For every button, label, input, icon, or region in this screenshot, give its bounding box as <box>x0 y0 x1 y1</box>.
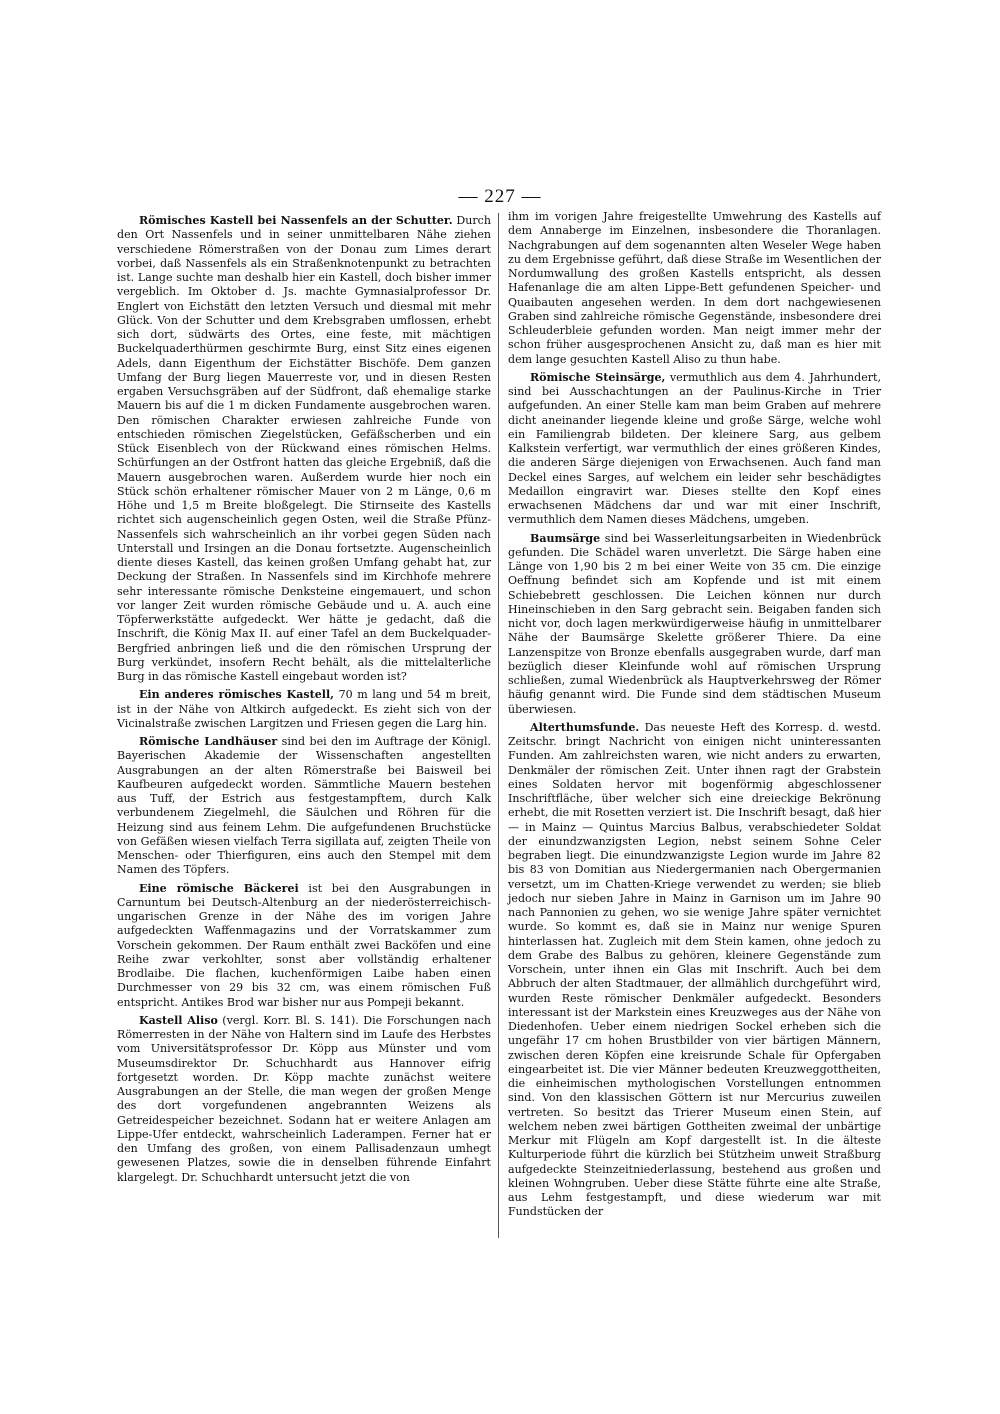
article-heading: Ein anderes römisches Kastell, <box>139 688 335 702</box>
article-heading: Baumsärge <box>530 531 601 545</box>
article-landhaeuser <box>117 735 491 878</box>
article-body: (vergl. Korr. Bl. S. 141). Die Forschungen nach Römerresten in der Nähe von Haltern sind im Laufe des Herbstes vom Universitätsprofessor Dr. Köpp aus Münster und vom Museumsdirektor Dr. Schuchhardt aus Hannover eifrig fortgesetzt worden. Dr. Köpp machte zunächst weitere Ausgrabungen an der Stelle, die man wegen der großen Menge des dort vorgefundenen angebrannten Weizens als Getreidespeicher bezeichnet. Sodann hat er weitere Anlagen am Lippe-Ufer entdeckt, wahrscheinlich Laderampen. Ferner hat er den Umfang des großen, von einem Pallisadenzaun umhegt gewesenen Platzes, sowie die in denselben führende Einfahrt klargelegt. Dr. Schuchhardt untersucht jetzt die von <box>117 1013 491 1184</box>
article-baumsaerge <box>508 532 881 717</box>
article-heading: Eine römische Bäckerei <box>139 881 299 895</box>
article-heading: Alterthumsfunde. <box>530 720 640 734</box>
article-heading: Römische Steinsärge, <box>530 370 666 384</box>
article-steinsaerge <box>508 371 881 528</box>
left-column <box>117 210 491 1185</box>
article-alterthumsfunde <box>508 721 881 1220</box>
article-body: Das neueste Heft des Korresp. d. westd. Zeitschr. bringt Nachricht von einigen nicht uninteressanten Funden. Am zahlreichsten waren, wie nicht anders zu erwarten, Denkmäler der römischen Zeit. Unter ihnen ragt der Grabstein eines Soldaten hervor mit bogenförmig abgeschlossener Inschriftfläche, über welcher sich eine dreieckige Bekrönung erhebt, die mit Rosetten verziert ist. Die Inschrift besagt, daß hier — in Mainz — Quintus Marcius Balbus, verabschiedeter Soldat der einundzwanzigsten Legion, nebst seinem Sohne Celer begraben liegt. Die einundzwanzigste Legion wurde im Jahre 82 bis 83 von Domitian aus Niedergermanien nach Obergermanien versetzt, um im Chatten-Kriege verwendet zu werden; sie blieb jedoch nur sieben Jahre in Mainz in Garnison um im Jahre 90 nach Pannonien zu gehen, wo sie wenige Jahre später vernichtet wurde. So kommt es, daß sie in Mainz nur wenige Spuren hinterlassen hat. Zugleich mit dem Stein kamen, ohne jedoch zu dem Grabe des Balbus zu gehören, kleinere Gegenstände zum Vorschein, unter ihnen ein Glas mit Inschrift. Auch bei dem Abbruch der alten Stadtmauer, der allmählich durchgeführt wird, wurden Reste römischer Denkmäler aufgedeckt. Besonders interessant ist der Markstein eines Kreuzweges aus der Nähe von Diedenhofen. Ueber einem niedrigen Sockel erheben sich die ungefähr 17 cm hohen Brustbilder von vier bärtigen Männern, zwischen deren Köpfen eine kreisrunde Schale für Opfergaben eingearbeitet ist. Die vier Männer bedeuten Kreuzweggottheiten, die einheimischen mythologischen Vorstellungen entnommen sind. Von den klassischen Göttern ist nur Mercurius zuweilen vertreten. So besitzt das Trierer Museum einen Stein, auf welchem neben zwei bärtigen Gottheiten zweimal der unbärtige Merkur mit Flügeln am Kopf dargestellt ist. In die älteste Kulturperiode führt die kürzlich bei Stützheim unweit Straßburg aufgedeckte Steinzeitniederlassung, bestehend aus großen und kleinen Wohngruben. Ueber diese Stätte führte eine alte Straße, aus Lehm festgestampft, und diese wiederum war mit Fundstücken der <box>508 720 881 1219</box>
article-aliso <box>117 1014 491 1185</box>
article-heading: Kastell Aliso <box>139 1013 218 1027</box>
article-heading: Römische Landhäuser <box>139 735 278 748</box>
right-column <box>508 210 881 1220</box>
article-body: sind bei Wasserleitungsarbeiten in Wiedenbrück gefunden. Die Schädel waren unverletzt. Die Särge haben eine Länge von 1,90 bis 2 m bei einer Weite von 35 cm. Die einzige Oeffnung befindet sich am Kopfende und ist mit einem Schiebebrett geschlossen. Die Leichen können nur durch Hineinschieben in den Sarg gebracht sein. Beigaben fanden sich nicht vor, doch lagen merkwürdigerweise häufig in unmittelbarer Nähe der Baumsärge Skelette größerer Thiere. Da eine Lanzenspitze von Bronze ebenfalls ausgegraben wurde, darf man bezüglich dieser Kleinfunde wohl auf römischen Ursprung schließen, zumal Wiedenbrück als Hauptverkehrsweg der Römer häufig genannt wird. Die Funde sind dem städtischen Museum überwiesen. <box>508 531 881 716</box>
article-body: 70 m lang und 54 m breit, ist in der Nähe von Altkirch aufgedeckt. Es zieht sich von der Vicinalstraße zwischen Largitzen und Friesen gegen die Larg hin. <box>117 688 492 730</box>
column-divider <box>498 213 499 1238</box>
article-body: sind bei den im Auftrage der Königl. Bayerischen Akademie der Wissenschaften angestellten Ausgrabungen an der alten Römerstraße bei Baisweil bei Kaufbeuren aufgedeckt worden. Sämmtliche Mauern bestehen aus Tuff, der Estrich aus festgestampftem, durch Kalk verbundenem Ziegelmehl, die Säulchen und Röhren für die Heizung sind aus feinem Lehm. Die aufgefundenen Bruchstücke von Gefäßen wiesen vielfach Terra sigillata auf, zeigten Theile von Menschen- oder Thierfiguren, eins auch den Stempel mit dem Namen des Töpfers. <box>117 735 491 877</box>
article-body: ihm im vorigen Jahre freigestellte Umwehrung des Kastells auf dem Annaberge im Einzelnen, insbesondere die Thoranlagen. Nachgrabungen auf dem sogenannten alten Weseler Wege haben zu dem Ergebnisse geführt, daß diese Straße im Wesentlichen der Nordumwallung des großen Kastells entspricht, als dessen Hafenanlage die am alten Lippe-Bett gefundenen Speicher- und Quaibauten angesehen werden. In dem dort nachgewiesenen Graben sind zahlreiche römische Gegenstände, insbesondere drei Schleuderbleie gefunden worden. Man neigt immer mehr der schon früher ausgesprochenen Ansicht zu, daß man es hier mit dem lange gesuchten Kastell Aliso zu thun habe. <box>508 210 881 366</box>
article-body: vermuthlich aus dem 4. Jahrhundert, sind bei Ausschachtungen an der Paulinus-Kirche in Trier aufgefunden. An einer Stelle kam man beim Graben auf mehrere dicht aneinander liegende kleine und große Särge, welche wohl ein Familiengrab bildeten. Der kleinere Sarg, aus gelbem Kalkstein verfertigt, war vermuthlich der eines größeren Kindes, die anderen Särge diejenigen von Erwachsenen. Auch fand man Deckel eines Sarges, auf welchem ein leider sehr beschädigtes Medaillon eingravirt war. Dieses stellte den Kopf eines erwachsenen Mädchens dar und war mit einer Inschrift, vermuthlich dem Namen dieses Mädchens, umgeben. <box>508 370 882 527</box>
article-aliso-continued <box>508 210 881 367</box>
article-altkirch <box>117 688 491 731</box>
article-baeckerei <box>117 882 491 1010</box>
article-heading: Römisches Kastell bei Nassenfels an der Schutter. <box>139 214 453 227</box>
article-nassenfels <box>117 214 491 684</box>
article-body: Durch den Ort Nassenfels und in seiner unmittelbaren Nähe ziehen verschiedene Römerstraßen von der Donau zum Limes derart vorbei, daß Nassenfels als ein Straßenknotenpunkt zu betrachten ist. Lange suchte man deshalb hier ein Kastell, doch bisher immer vergeblich. Im Oktober d. Js. machte Gymnasialprofessor Dr. Englert von Eichstätt den letzten Versuch und diesmal mit mehr Glück. Von der Schutter und dem Krebsgraben umflossen, erhebt sich dort, südwärts des Ortes, eine feste, mit mächtigen Buckelquaderthürmen geschirmte Burg, einst Sitz eines eigenen Adels, dann Eigenthum der Eichstätter Bischöfe. Dem ganzen Umfang der Burg liegen Mauerreste vor, und in diesen Resten ergaben Versuchsgräben auf der Südfront, daß ehemalige starke Mauern bis auf die 1 m dicken Fundamente ausgebrochen waren. Den römischen Charakter erwiesen zahlreiche Funde von entschieden römischen Ziegelstücken, Gefäßscherben und ein Stück Eisenblech von der Rückwand eines römischen Helms. Schürfungen an der Ostfront hatten das gleiche Ergebniß, daß die Mauern ausgebrochen waren. Außerdem wurde hier noch ein Stück schön erhaltener römischer Mauer von 2 m Länge, 0,6 m Höhe und 1,5 m Breite bloßgelegt. Die Stirnseite des Kastells richtet sich augenscheinlich gegen Osten, weil die Straße Pfünz-Nassenfels sich wahrscheinlich an ihr vorbei gegen Süden nach Unterstall und Irsingen an die Donau fortsetzte. Augenscheinlich diente dieses Kastell, das keinen großen Umfang gehabt hat, zur Deckung der Straßen. In Nassenfels sind im Kirchhofe mehrere sehr interessante römische Denksteine eingemauert, und schon vor langer Zeit wurden römische Gebäude und u. A. auch eine Töpferwerkstätte aufgedeckt. Wer hätte je gedacht, daß die Inschrift, die König Max II. auf einer Tafel an dem Buckelquader-Bergfried anbringen ließ und die den römischen Ursprung der Burg verkündet, insofern Recht behält, als die mittelalterliche Burg in das römische Kastell eingebaut worden ist? <box>117 214 491 683</box>
article-body: ist bei den Ausgrabungen in Carnuntum bei Deutsch-Altenburg an der niederösterreichisch-ungarischen Grenze in der Nähe des im vorigen Jahre aufgedeckten Waffenmagazins und der Vorratskammer zum Vorschein gekommen. Der Raum enthält zwei Backöfen und eine Reihe zwar verkohlter, sonst aber vollständig erhaltener Brodlaibe. Die flachen, kuchenförmigen Laibe haben einen Durchmesser von 29 bis 32 cm, was einem römischen Fuß entspricht. Antikes Brod war bisher nur aus Pompeji bekannt. <box>117 881 491 1009</box>
page-number: — 227 — <box>458 186 542 207</box>
